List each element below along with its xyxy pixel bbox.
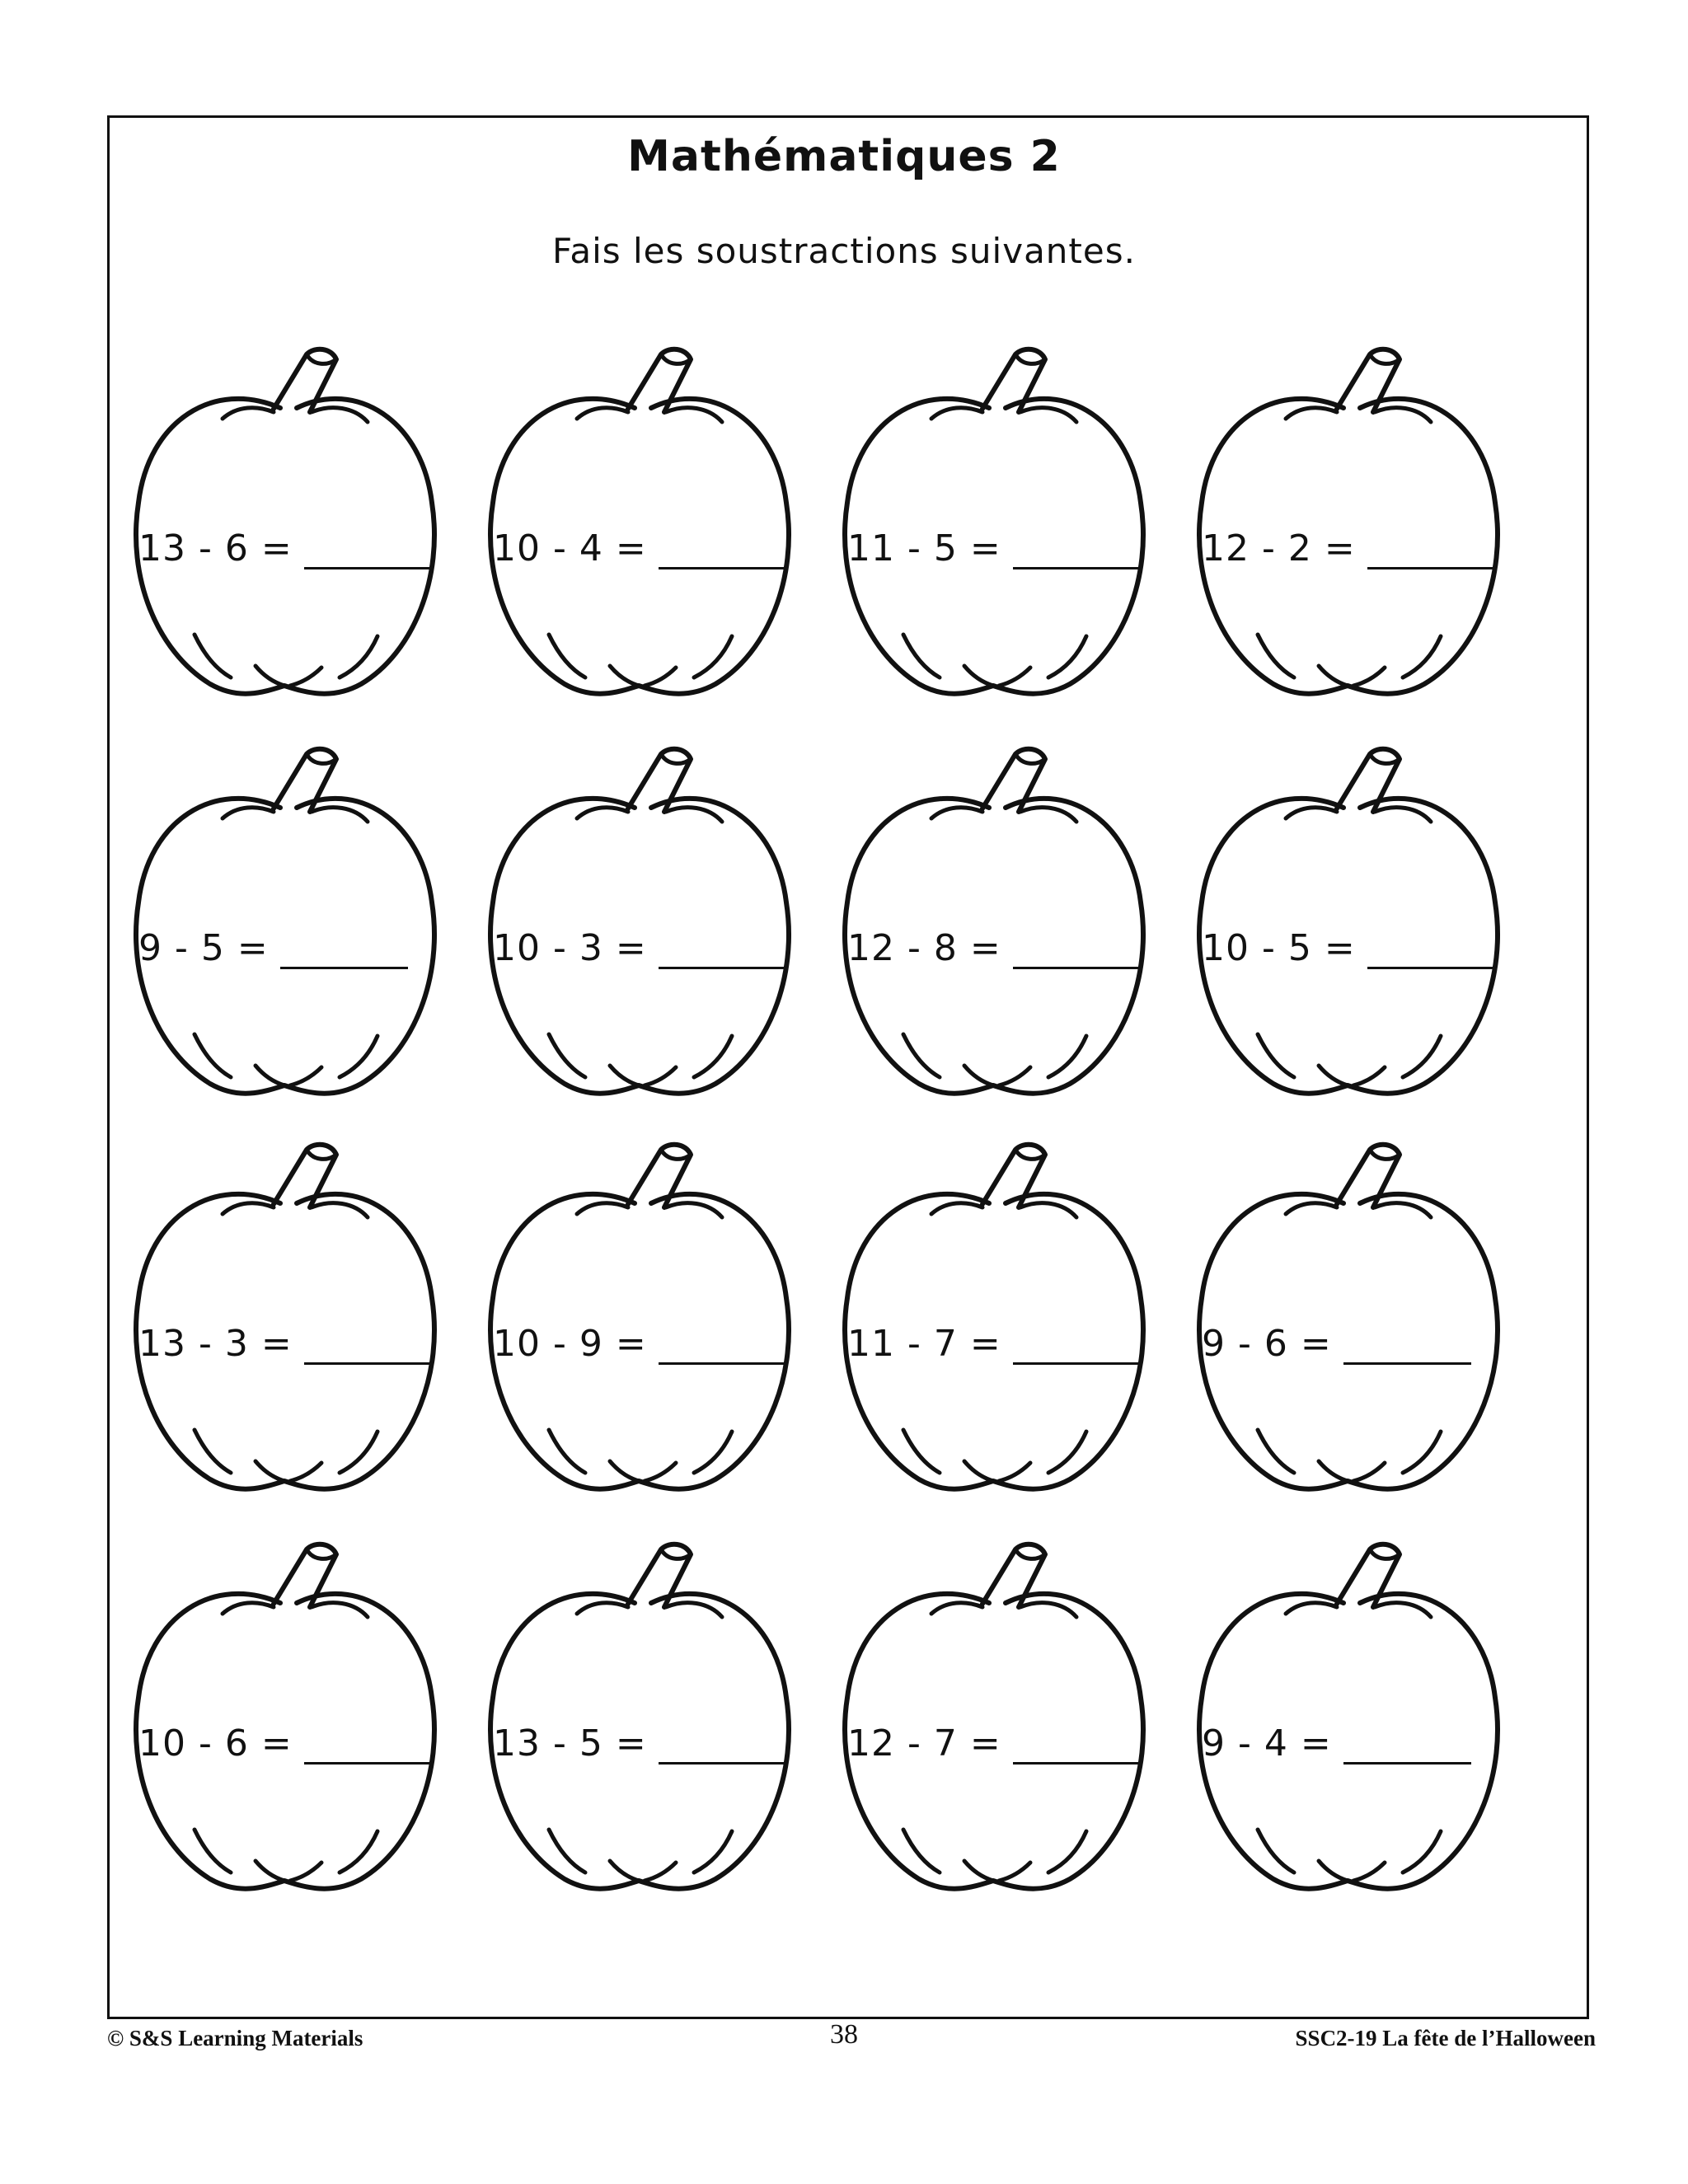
answer-blank[interactable] xyxy=(1013,934,1141,969)
equation-text: 13 - 3 = xyxy=(138,1323,293,1365)
page-title: Mathématiques 2 xyxy=(627,132,1061,181)
equation-text: 12 - 8 = xyxy=(847,927,1001,969)
equation-text: 10 - 5 = xyxy=(1202,927,1356,969)
answer-blank[interactable] xyxy=(659,1329,786,1365)
pumpkin-icon xyxy=(1179,729,1517,1100)
subtraction-equation xyxy=(138,527,443,569)
subtraction-equation xyxy=(1202,1722,1507,1765)
footer-book-reference: SSC2-19 La fête de l’Halloween xyxy=(1295,2026,1596,2050)
answer-blank[interactable] xyxy=(1367,934,1495,969)
subtraction-equation xyxy=(493,527,798,569)
answer-blank[interactable] xyxy=(304,1329,432,1365)
pumpkin-problem-4 xyxy=(1179,330,1517,701)
pumpkin-problem-5 xyxy=(115,729,453,1100)
pumpkin-icon xyxy=(824,1125,1162,1496)
pumpkin-problem-12 xyxy=(1179,1125,1517,1496)
pumpkin-icon xyxy=(1179,1525,1517,1896)
answer-blank[interactable] xyxy=(1343,1729,1471,1765)
footer-copyright: © S&S Learning Materials xyxy=(107,2026,363,2050)
equation-text: 11 - 7 = xyxy=(847,1323,1001,1365)
answer-blank[interactable] xyxy=(304,1729,432,1765)
pumpkin-problem-7 xyxy=(824,729,1162,1100)
pumpkin-problem-13 xyxy=(115,1525,453,1896)
pumpkin-problem-15 xyxy=(824,1525,1162,1896)
subtraction-equation xyxy=(138,1722,443,1765)
pumpkin-problem-9 xyxy=(115,1125,453,1496)
subtraction-equation xyxy=(847,927,1152,969)
equation-text: 12 - 2 = xyxy=(1202,527,1356,569)
pumpkin-icon xyxy=(470,1125,808,1496)
pumpkin-icon xyxy=(470,729,808,1100)
subtraction-equation xyxy=(1202,1323,1507,1365)
answer-blank[interactable] xyxy=(659,934,786,969)
subtraction-equation xyxy=(1202,527,1507,569)
equation-text: 10 - 3 = xyxy=(493,927,647,969)
pumpkin-icon xyxy=(470,330,808,701)
pumpkin-problem-11 xyxy=(824,1125,1162,1496)
pumpkin-icon xyxy=(1179,330,1517,701)
pumpkin-icon xyxy=(1179,1125,1517,1496)
answer-blank[interactable] xyxy=(1013,1329,1141,1365)
equation-text: 9 - 5 = xyxy=(138,927,269,969)
equation-text: 10 - 9 = xyxy=(493,1323,647,1365)
subtraction-equation xyxy=(847,1323,1152,1365)
pumpkin-problem-3 xyxy=(824,330,1162,701)
answer-blank[interactable] xyxy=(1013,534,1141,569)
footer-page-number: 38 xyxy=(830,2019,858,2050)
subtraction-equation xyxy=(493,1323,798,1365)
equation-text: 9 - 4 = xyxy=(1202,1722,1332,1765)
answer-blank[interactable] xyxy=(1367,534,1495,569)
answer-blank[interactable] xyxy=(659,534,786,569)
answer-blank[interactable] xyxy=(1013,1729,1141,1765)
subtraction-equation xyxy=(847,1722,1152,1765)
equation-text: 9 - 6 = xyxy=(1202,1323,1332,1365)
subtraction-equation xyxy=(493,927,798,969)
pumpkin-icon xyxy=(470,1525,808,1896)
subtraction-equation xyxy=(1202,927,1507,969)
subtraction-equation xyxy=(493,1722,798,1765)
equation-text: 10 - 4 = xyxy=(493,527,647,569)
subtraction-equation xyxy=(138,1323,443,1365)
pumpkin-icon xyxy=(115,1125,453,1496)
instruction-text: Fais les soustractions suivantes. xyxy=(552,231,1136,271)
equation-text: 11 - 5 = xyxy=(847,527,1001,569)
pumpkin-problem-8 xyxy=(1179,729,1517,1100)
pumpkin-problem-10 xyxy=(470,1125,808,1496)
subtraction-equation xyxy=(138,927,443,969)
pumpkin-problem-1 xyxy=(115,330,453,701)
equation-text: 13 - 6 = xyxy=(138,527,293,569)
pumpkin-problem-2 xyxy=(470,330,808,701)
subtraction-equation xyxy=(847,527,1152,569)
answer-blank[interactable] xyxy=(1343,1329,1471,1365)
pumpkin-icon xyxy=(115,729,453,1100)
equation-text: 12 - 7 = xyxy=(847,1722,1001,1765)
pumpkin-icon xyxy=(824,729,1162,1100)
answer-blank[interactable] xyxy=(304,534,432,569)
pumpkin-icon xyxy=(824,1525,1162,1896)
equation-text: 10 - 6 = xyxy=(138,1722,293,1765)
pumpkin-icon xyxy=(824,330,1162,701)
pumpkin-icon xyxy=(115,1525,453,1896)
answer-blank[interactable] xyxy=(280,934,408,969)
pumpkin-problem-6 xyxy=(470,729,808,1100)
pumpkin-problem-14 xyxy=(470,1525,808,1896)
pumpkin-icon xyxy=(115,330,453,701)
answer-blank[interactable] xyxy=(659,1729,786,1765)
equation-text: 13 - 5 = xyxy=(493,1722,647,1765)
pumpkin-problem-16 xyxy=(1179,1525,1517,1896)
